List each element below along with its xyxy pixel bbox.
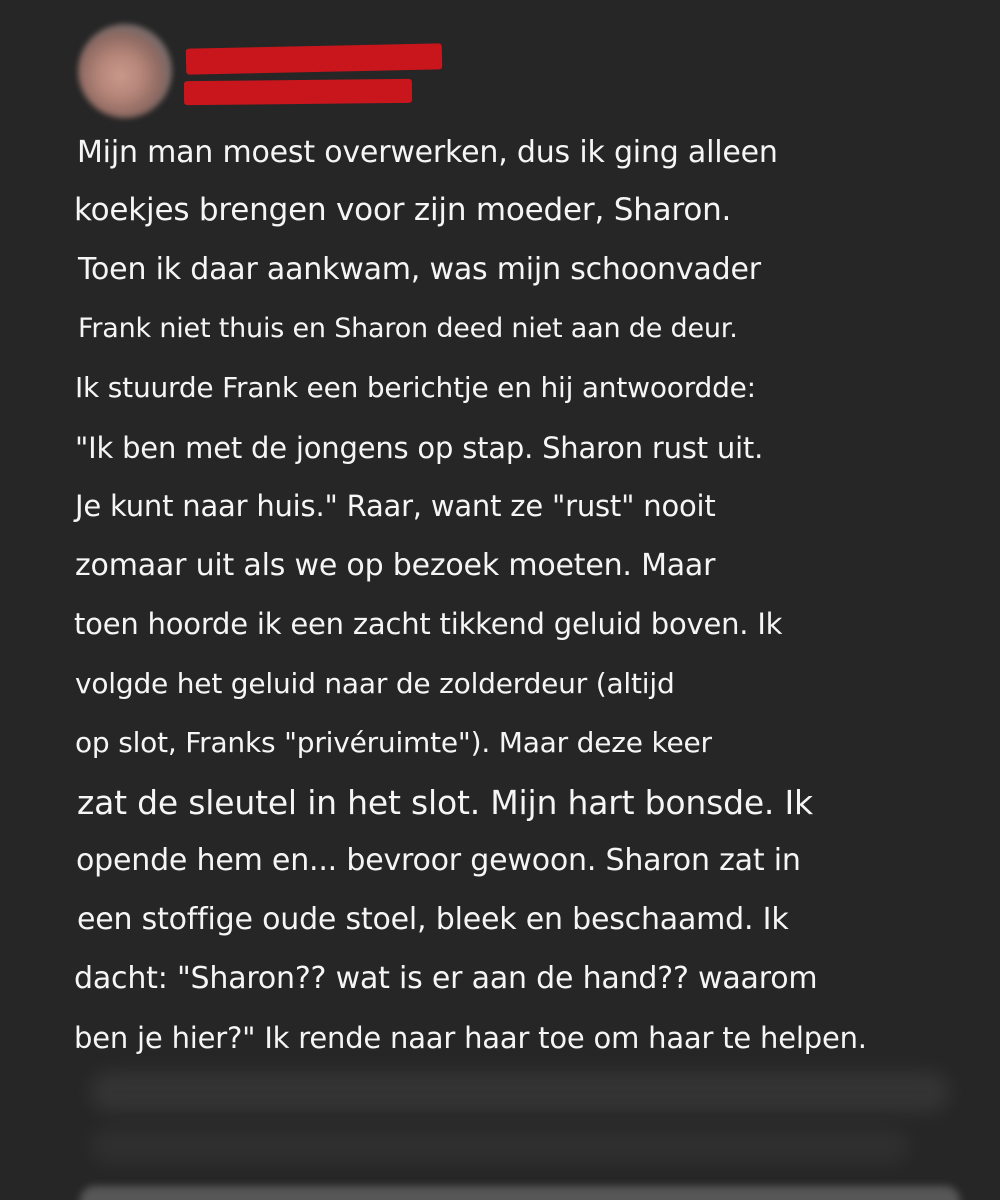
post-text-line: een stoffige oude stoel, bleek en beschaamd. Ik [77,902,789,937]
post-text-line: koekjes brengen voor zijn moeder, Sharon. [74,192,732,228]
post-text-line: zat de sleutel in het slot. Mijn hart bonsde. Ik [77,783,813,822]
post-text-line: volgde het geluid naar de zolderdeur (altijd [75,667,675,700]
avatar[interactable] [78,24,172,118]
post-text-line: dacht: "Sharon?? wat is er aan de hand?? waarom [74,961,818,996]
post-text-line: "Ik ben met de jongens op stap. Sharon rust uit. [75,431,764,465]
post-text-line: Je kunt naar huis." Raar, want ze "rust" nooit [75,489,716,523]
blurred-text-block [80,1186,960,1200]
post-text-line: op slot, Franks "privéruimte"). Maar deze keer [75,726,712,759]
post-text-line: zomaar uit als we op bezoek moeten. Maar [75,548,716,583]
post-text-line: Toen ik daar aankwam, was mijn schoonvader [78,252,761,287]
post-text-line: Frank niet thuis en Sharon deed niet aan de deur. [78,313,738,344]
blurred-text-block [90,1072,950,1112]
post-text-line: opende hem en... bevroor gewoon. Sharon zat in [76,843,801,878]
post-text-line: toen hoorde ik een zacht tikkend geluid boven. Ik [74,607,783,641]
post-text-line: Mijn man moest overwerken, dus ik ging alleen [77,135,778,170]
blurred-text-block [90,1128,910,1164]
redacted-author-name [186,43,442,74]
post-header [0,0,1000,120]
post-text-line: Ik stuurde Frank een berichtje en hij antwoordde: [75,371,756,404]
redacted-author-handle [184,79,412,105]
post-text-line: ben je hier?" Ik rende naar haar toe om haar te helpen. [74,1021,867,1055]
